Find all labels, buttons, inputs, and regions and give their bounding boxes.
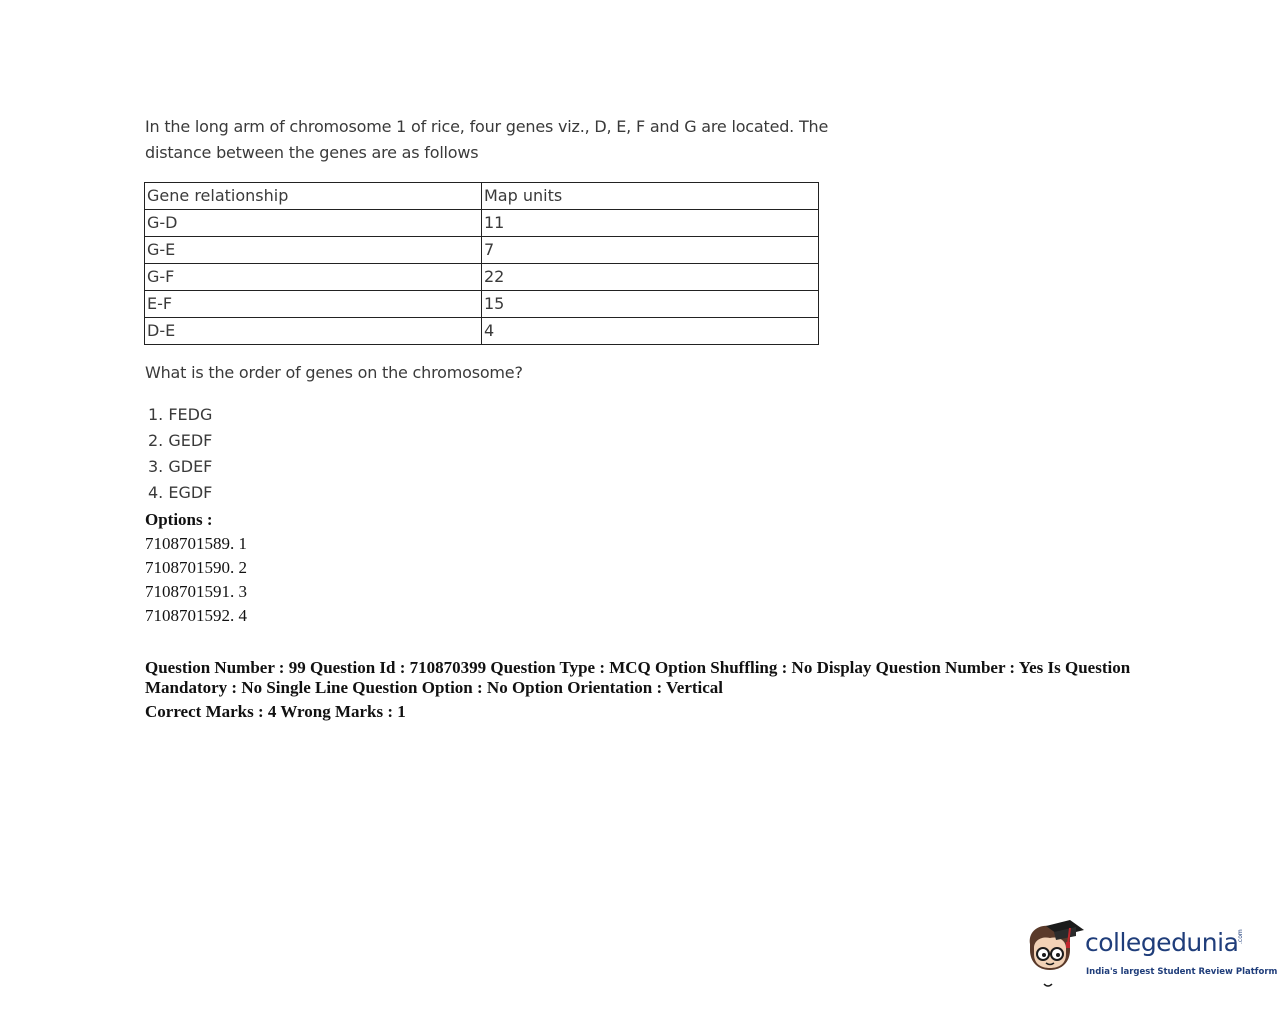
question-metadata (145, 658, 1165, 722)
intro-line: distance between the genes are as follows (145, 143, 479, 162)
answer-choice: 2. GEDF (148, 431, 213, 450)
header-map-units: Map units (482, 183, 819, 210)
gene-pair-cell: G-F (145, 264, 482, 291)
marks-line: Correct Marks : 4 Wrong Marks : 1 (145, 702, 406, 721)
brand-suffix: .com (1237, 929, 1244, 944)
brand-tagline: India's largest Student Review Platform (1086, 967, 1278, 977)
gene-pair-cell: E-F (145, 291, 482, 318)
option-item: 7108701592. 4 (145, 606, 247, 625)
collegedunia-logo (1024, 918, 1278, 988)
answer-choice: 3. GDEF (148, 457, 213, 476)
map-units-cell: 11 (482, 210, 819, 237)
gene-pair-cell: G-E (145, 237, 482, 264)
table-row (145, 237, 819, 264)
map-units-cell: 7 (482, 237, 819, 264)
map-units-cell: 15 (482, 291, 819, 318)
table-row (145, 210, 819, 237)
answer-choices (148, 402, 212, 506)
option-item: 7108701590. 2 (145, 558, 247, 577)
map-units-cell: 4 (482, 318, 819, 345)
options-list (145, 532, 247, 628)
brand-name: collegedunia (1085, 928, 1239, 957)
intro-line: In the long arm of chromosome 1 of rice, four genes viz., D, E, F and G are located. The (145, 117, 829, 136)
metadata-line: Mandatory : No Single Line Question Option : No Option Orientation : Vertical (145, 678, 724, 697)
option-item: 7108701589. 1 (145, 534, 247, 553)
table-row (145, 291, 819, 318)
gene-pair-cell: G-D (145, 210, 482, 237)
collegedunia-mascot-icon (1024, 918, 1086, 990)
map-units-cell: 22 (482, 264, 819, 291)
gene-distance-table (144, 182, 819, 345)
answer-choice: 1. FEDG (148, 405, 213, 424)
gene-pair-cell: D-E (145, 318, 482, 345)
option-item: 7108701591. 3 (145, 582, 247, 601)
table-header-row (145, 183, 819, 210)
options-heading: Options : (145, 510, 213, 529)
question-intro (145, 114, 845, 166)
header-gene-relationship: Gene relationship (145, 183, 482, 210)
answer-choice: 4. EGDF (148, 483, 213, 502)
options-block (145, 508, 247, 628)
table-row (145, 264, 819, 291)
metadata-line: Question Number : 99 Question Id : 710870399 Question Type : MCQ Option Shuffling : No Display Question Number : Yes Is Question (145, 658, 1131, 677)
question-prompt: What is the order of genes on the chromosome? (145, 363, 523, 382)
table-row (145, 318, 819, 345)
